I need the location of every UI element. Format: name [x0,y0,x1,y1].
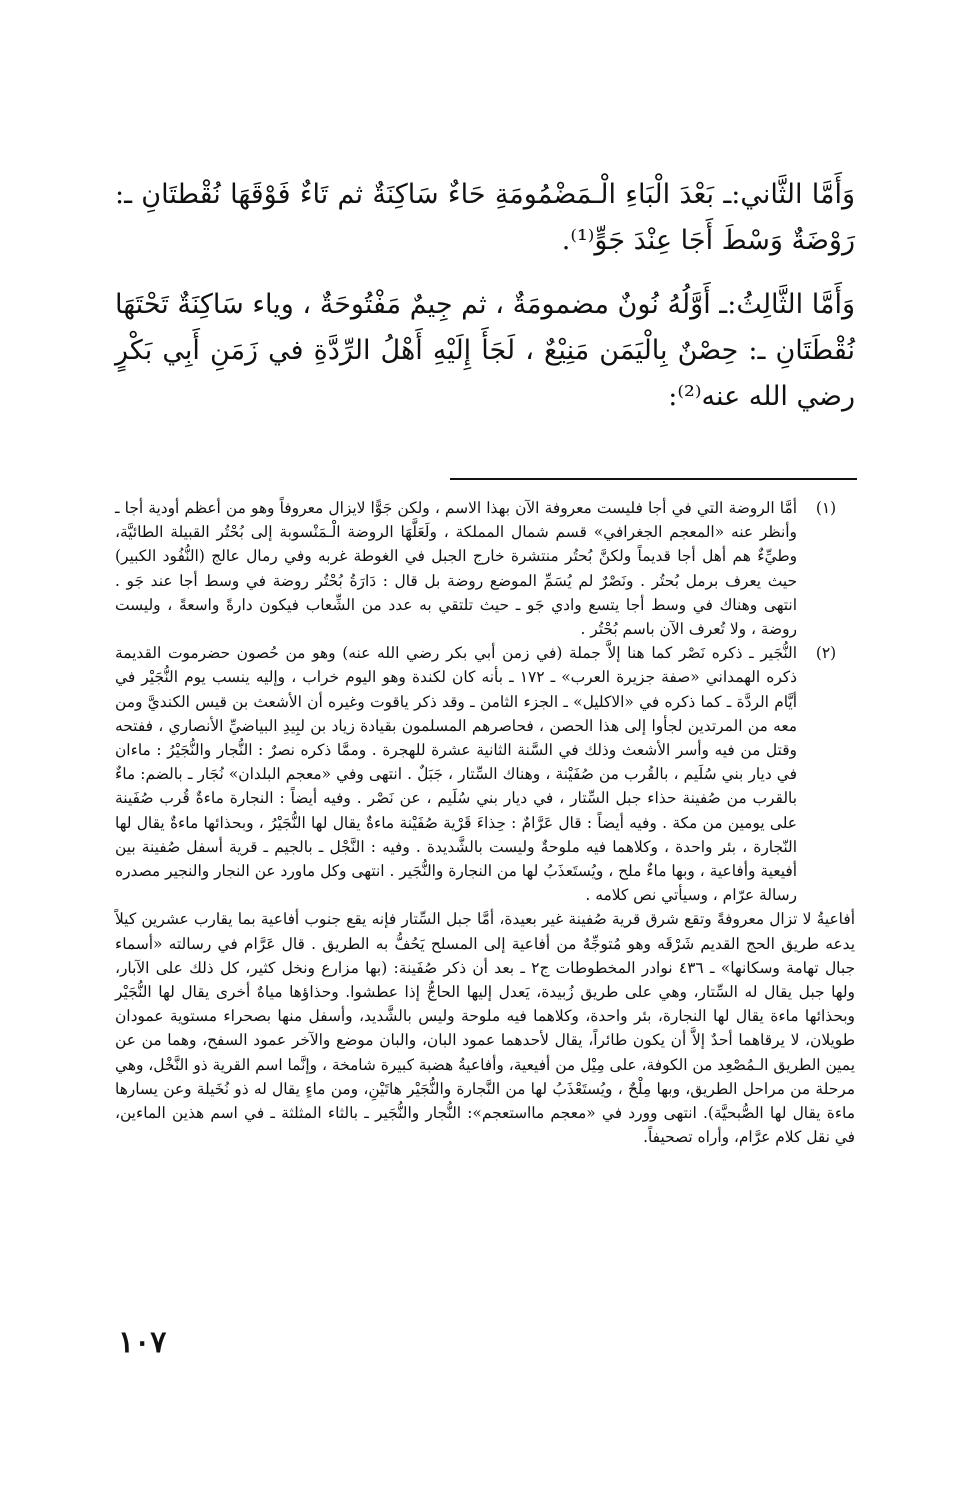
footnote-divider [450,478,857,480]
footnote-number: (١) [815,499,837,517]
page-number: ١٠٧ [118,1325,167,1360]
paragraph-second-place: وَأَمَّا الثَّاني:ـ بَعْدَ الْبَاءِ الْـمَضْمُومَةِ حَاءٌ سَاكِنَةٌ ثم تَاءٌ فَوْقَهَا نُقْطتَانِ ـ: رَوْضَةٌ وَسْطَ أَجَا عِنْدَ جَوٍّ⁽¹⁾. [115,179,855,256]
footnotes [115,496,855,1149]
footnote-text: أمَّا الروضة التي في أجا فليست معروفة الآن بهذا الاسم ، ولكن جَوًّا لايزال معروفاً وهو من أعظم أودية أجا ـ وأنظر عنه «المعجم الجغرافي» قسم شمال المملكة ، ولَعَلَّهَا الروضة الْـمَنْسوبة إلى بُحْتُر القبيلة الطائيَّة، وطيِّءٌ هم أهل أجا قديماً ولكنَّ بُحتُر منتشرة خارج الجبل في الغوطة غربه وفي رمال عالج (النُّفُود الكبير) حيث يعرف برمل بُحتُر . ونَصْرٌ لم يُسَمِّ الموضع روضة بل قال : دَارَةُ بُحْتُر روضة في وسط أجا عند جَو . انتهى وهناك في وسط أجا يتسع وادي جَو ـ حيث تلتقي به عدد من الشِّعاب فيكون دارةً واسعةً ، وليست روضة ، ولا تُعرف الآن باسم بُحْتُر . [115,499,797,639]
footnote-2 [115,641,855,907]
main-text [115,172,855,438]
footnote-1 [115,496,855,641]
footnote-continuation: أفاعيةُ لا تزال معروفةً وتقع شرق قرية صُفينة غير بعيدة، أمَّا جبل السِّتار فإنه يقع جنوب أفاعية بما يقارب عشرين كيلاً يدعه طريق الحج القديم شَرْقَه وهو مُتوجِّهٌ من أفاعية إلى المسلح يَحُفُّ به الطريق . قال عَرَّام في رسالته «أسماء جبال تهامة وسكانها» ـ ٤٣٦ نوادر المخطوطات ج٢ ـ بعد أن ذكر صُفَينة: (بها مزارع ونخل كثير، كل ذلك على الآبار، ولها جبل يقال له السِّتار، وهي على طريق زُبيدة، يَعدل إليها الحاجُّ إذا عطشوا. وحذاؤها مياهٌ أخرى يقال لها النُّجَيْر وبحذائها ماءة يقال لها النجارة، بئر واحدة، وكلاهما فيه ملوحة وليس بالشَّديد، وأسفل منها بصحراء مستوية عمودان طويلان، لا يرقاهما أحدٌ إلاَّ أن يكون طائراً، يقال لأحدهما عمود البان، والبان موضع والآخر عمود السفح، وهما من عن يمين الطريق الـمُصْعِد من الكوفة، على مِيْل من أفيعية، وأفاعيةُ هضبة كبيرة شامخة ، وإنَّما اسم القرية ذو النَّخْل، وهي مرحلة من مراحل الطريق، وبها مِلْحٌ ، ويُستَعْذَبُ لها من النَّجارة والنُّجَيْر هاتَيْنِ، ومن ماءٍ يقال له ذو نُخَيلة وعن يسارها ماءة يقال لها الصُّبحيَّة). انتهى وورد في «معجم مااستعجم»: النُّجار والنُّجَير ـ بالثاء المثلثة ـ في اسم هذين الماءين، في نقل كلام عرَّام، وأراه تصحيفاً. [115,910,855,1147]
footnote-text: النُّجَير ـ ذكره نَصْر كما هنا إلاَّ جملة (في زمن أبي بكر رضي الله عنه) وهو من حُصون حضرموت القديمة ذكره الهمداني «صفة جزيرة العرب» ـ ١٧٢ ـ بأنه كان لكندة وهو اليوم خراب ، وإليه ينسب يوم النُّجَيْر في أيَّام الردَّة ـ كما ذكره في «الاكليل» ـ الجزء الثامن ـ وقد ذكر ياقوت وغيره أن الأشعث بن قيس الكنديَّ ومن معه من المرتدين لجأوا إلى هذا الحصن ، فحاصرهم المسلمون بقيادة زياد بن لبِيدِ البياضيِّ الأنصاري ، ففتحه وقتل من فيه وأسر الأشعث وذلك في السَّنة الثانية عشرة للهجرة . وممَّا ذكره نصرٌ : النُّجار والنُّجَيْرُ : ماءان في ديار بني سُلَيم ، بالقُرب من صُفَيْنة ، وهناك السِّتار ، جَبَلٌ . انتهى وفي «معجم البلدان» نُجَار ـ بالضم: ماءٌ بالقرب من صُفينة حذاء جبل السِّتار ، في ديار بني سُلَيم ، عن نَصْر . وفيه أيضاً : النجارة ماءةٌ قُرب صُفَينة على يومين من مكة . وفيه أيضاً : قال عَرَّامٌ : حِذاءَ قَرْية صُفَيْنة ماءةٌ يقال لها النُّجَيْرُ ، وبحذائها ماءةٌ يقال لها النّجارة ، بئر واحدة ، وكلاهما فيه ملوحةٌ وليست بالشَّديدة . وفيه : النَّجْل ـ بالجيم ـ قرية أسفل صُفينة بين أفيعية وأفاعية ، وبها ماءٌ ملح ، ويُستَعذَبُ لها من النجارة والنُّجَير . انتهى وكل ماورد عن النجار والنجير مصدره رسالة عرّام ، وسيأتي نص كلامه . [115,644,797,905]
footnote-number: (٢) [815,644,837,663]
paragraph-third-place: وَأَمَّا الثَّالِثُ:ـ أَوَّلُهُ نُونٌ مضمومَةٌ ، ثم جِيمٌ مَفْتُوحَةٌ ، وياء سَاكِنَةٌ تَحْتَهَا نُقْطَتَانِ ـ: حِصْنٌ بِالْيَمَن مَنِيْعٌ ، لَجَأَ إِلَيْهِ أَهْلُ الرِّدَّةِ في زَمَنِ أَبِي بَكْرٍ رضي الله عنه⁽²⁾: [115,289,855,412]
